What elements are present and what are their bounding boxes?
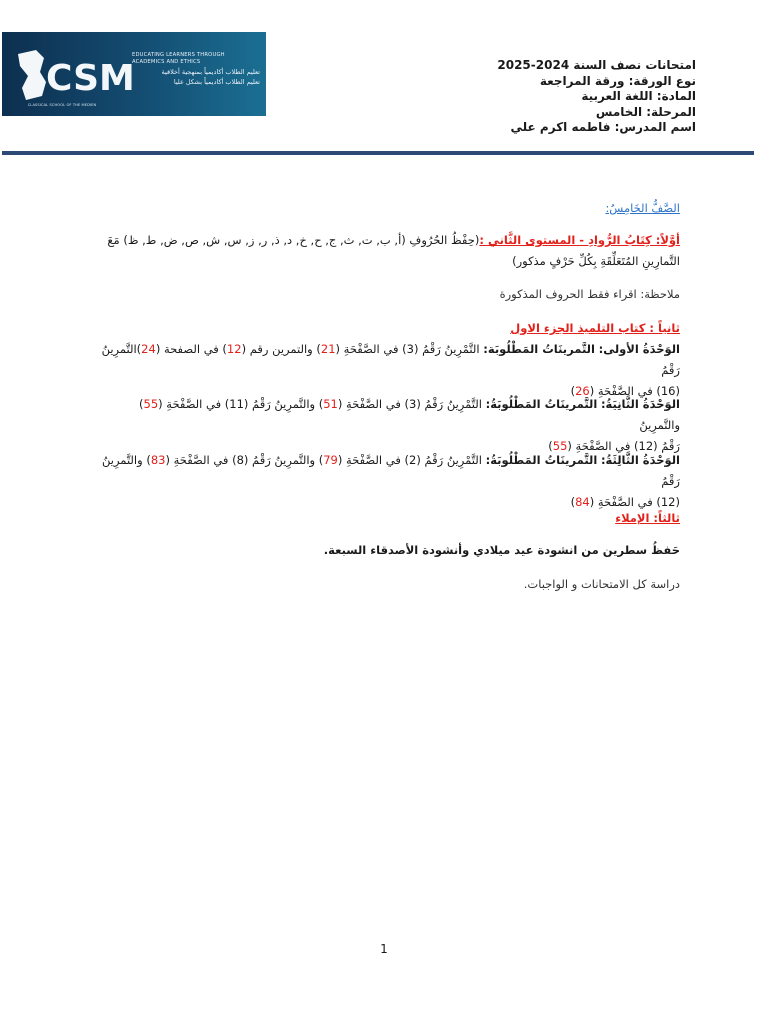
part1 [96, 230, 680, 272]
unit1-text: (16) في الصَّفْحَةِ ( [589, 384, 680, 398]
page-number: 1 [380, 942, 388, 956]
tagline-en-1: EDUCATING LEARNERS THROUGH [132, 52, 225, 58]
logo-caption: CLASSICAL SCHOOL OF THE MEDIEN [27, 103, 97, 107]
unit2-text: رَقْمُ (12) في الصَّفْحَةِ ( [567, 439, 680, 453]
unit3-page-num: 79 [323, 453, 338, 467]
part3-task: حَفظُ سطرين من انشودة عيد ميلادي وأنشودة الأصدقاء السبعة. [323, 543, 680, 557]
unit2 [96, 394, 680, 457]
unit3-text: (12) في الصَّفْحَةِ ( [589, 495, 680, 509]
paper-type: نوع الورقة: ورقة المراجعة [539, 73, 696, 88]
unit1-text: التَّمْرِينُ رَقْمُ (3) في الصَّفْحَةِ ( [335, 342, 480, 356]
unit2-page-num: 55 [552, 439, 568, 453]
unit2-required: التَّمرينَاتُ المَطْلُوبَةُ: [485, 397, 598, 411]
unit1-text: ) والتمرين رقم ( [241, 342, 321, 356]
unit1-exercise-num: 12 [226, 342, 242, 356]
teacher-name: اسم المدرس: فاطمه اكرم علي [510, 120, 696, 134]
unit3 [96, 450, 680, 513]
unit3-label: الوَحْدَةُ الثَّالِثَةُ: [600, 453, 680, 467]
unit1-required: التَّمرينَاتُ المَطْلُوبَة: [483, 342, 595, 356]
tagline-en-2: ACADEMICS AND ETHICS [132, 58, 201, 65]
section-title: الصَّفُّ الخَامِسُ: [605, 201, 680, 215]
unit1-page-num: 21 [320, 342, 336, 356]
tagline-ar-2: تعليم الطلاب أكاديمياً بشكل عليا [173, 78, 260, 86]
part3-heading: ثالثاً: الإملاء [615, 511, 680, 525]
unit2-page-num: 51 [323, 397, 338, 411]
part2-heading: ثانياً : كتاب التلميذ الجزء الاول [510, 321, 680, 335]
unit1-text: ) في الصفحة ( [155, 342, 227, 356]
unit1-page-num: 24 [141, 342, 156, 356]
unit1 [96, 339, 680, 402]
unit2-page-num: 55 [143, 397, 159, 411]
logo-tagline [132, 52, 260, 87]
note: ملاحظة: اقراء فقط الحروف المذكورة [499, 287, 680, 301]
subject: المادة: اللغة العربية [581, 89, 696, 103]
unit2-text: التَّمْرِينُ رَقْمُ (3) في الصَّفْحَةِ ( [337, 397, 482, 411]
unit3-text: ) والتَّمرِينُ رَقْمُ [102, 453, 680, 488]
unit3-text: ) [570, 495, 576, 509]
unit1-page-num: 26 [575, 384, 590, 398]
unit3-required: التَّمرينَاتُ المَطْلُوبَةُ: [485, 453, 598, 467]
part2 [96, 318, 680, 402]
study-note: دراسة كل الامتحانات و الواجبات. [523, 577, 680, 591]
unit1-label: الوَحْدَةُ الأولى: [598, 342, 680, 356]
school-logo [2, 32, 266, 116]
part1-heading: أوَّلاً: كِتَابُ الرُّوادِ - المستوى الثَّاني : [479, 233, 680, 247]
unit2-text: ) والتَّمرِينُ رَقْمُ (11) في الصَّفْحَةِ ( [158, 397, 324, 411]
unit1-text: ) [570, 384, 576, 398]
unit1-text: )التَّمرِينُ رَقْمُ [101, 342, 680, 377]
tagline-ar-1: تعليم الطلاب أكاديمياً بمنهجية أخلاقية [161, 68, 260, 76]
exam-header [366, 58, 696, 136]
part1-line1 [96, 230, 680, 251]
part1-text-1: (حِفْظُ الحُرُوفِ (أ, ب, ت, ث, ج, ح, خ, د, ذ, ر, ز, س, ش, ص, ض, ط, ظ) مَعَ [107, 233, 480, 247]
grade: المرحلة: الخامس [595, 104, 696, 119]
unit3-page-num: 84 [575, 495, 590, 509]
unit2-text: ) والتَّمرِينُ [139, 397, 680, 432]
csm-logo-mark [16, 48, 135, 104]
unit2-label: الوَحْدَةُ الثَّانِيَةُ: [600, 397, 680, 411]
part1-line2: التَّمارِينِ المُتَعَلِّقَةِ بِكُلِّ حَرْفٍ مذكور) [512, 254, 680, 268]
unit3-text: التَّمْرِينُ رَقْمُ (2) في الصَّفْحَةِ ( [337, 453, 482, 467]
logo-letters: CSM [46, 58, 135, 99]
unit3-text: ) والتَّمرِينُ رَقْمُ (8) في الصَّفْحَةِ ( [165, 453, 324, 467]
unit3-page-num: 83 [150, 453, 166, 467]
unit2-text: ) [548, 439, 553, 453]
exam-title: امتحانات نصف السنة 2024-2025 [497, 58, 696, 72]
header-divider [2, 151, 754, 155]
